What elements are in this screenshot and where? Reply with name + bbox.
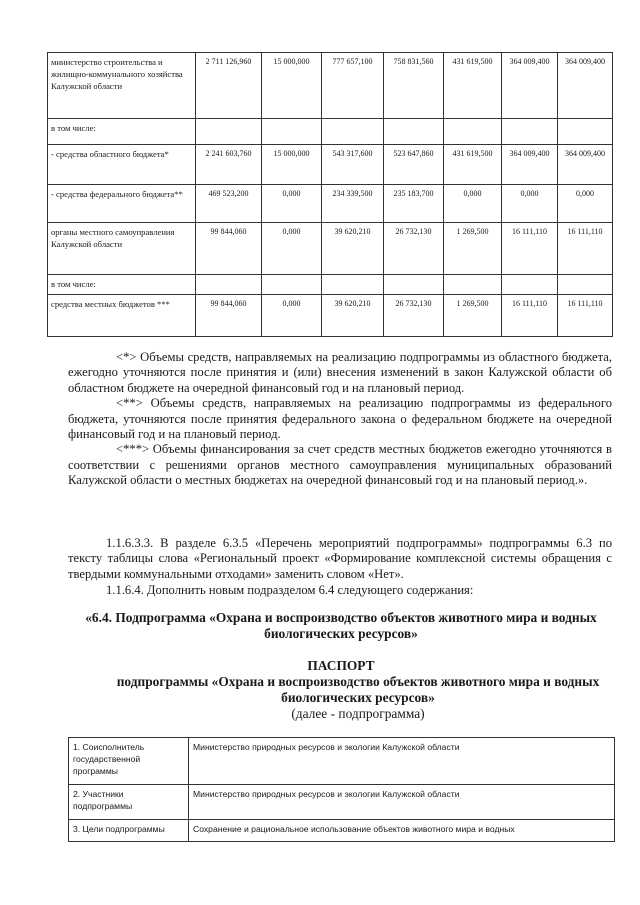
cell-value: 364 009,400 — [558, 53, 613, 119]
cell-value: 364 009,400 — [502, 53, 558, 119]
footnote-2: <**> Объемы средств, направляемых на реализацию подпрограммы из федерального бюджета, уточняются после принятия федерального закона о федеральном бюджете на очередной финансовый год и на плановый период. — [68, 396, 612, 442]
cell-value: 2 241 603,760 — [196, 145, 262, 185]
table-row — [48, 223, 613, 275]
cell-value: 99 844,060 — [196, 295, 262, 337]
cell-value: 0,000 — [262, 223, 322, 275]
row-label: в том числе: — [48, 119, 196, 145]
footnote-3: <***> Объемы финансирования за счет средств местных бюджетов ежегодно уточняются в соответствии с решениями органов местного самоуправления муниципальных образований Калужской области о местных бюджетах на очередной финансовый год и на плановый период.». — [68, 442, 612, 488]
cell-value: 0,000 — [262, 295, 322, 337]
table-row — [48, 295, 613, 337]
cell-value: 99 844,060 — [196, 223, 262, 275]
row-label: средства местных бюджетов *** — [48, 295, 196, 337]
passport-subtitle: подпрограммы «Охрана и воспроизводство объектов животного мира и водных биологических ресурсов» — [116, 674, 600, 705]
table-row — [69, 785, 615, 820]
table-row — [48, 145, 613, 185]
cell-value: 0,000 — [502, 185, 558, 223]
cell-value: 0,000 — [444, 185, 502, 223]
table-row — [69, 738, 615, 785]
cell-value: 16 111,110 — [502, 223, 558, 275]
cell-value: 469 523,200 — [196, 185, 262, 223]
cell-value: 2 711 126,960 — [196, 53, 262, 119]
cell-value: 364 009,400 — [502, 145, 558, 185]
cell-value: 16 111,110 — [558, 295, 613, 337]
cell-value: 26 732,130 — [384, 223, 444, 275]
table-row — [48, 119, 613, 145]
cell-value: 234 339,500 — [322, 185, 384, 223]
row-label: - средства федерального бюджета** — [48, 185, 196, 223]
cell-value: 16 111,110 — [558, 223, 613, 275]
table-row — [48, 53, 613, 119]
cell-value: 431 619,500 — [444, 53, 502, 119]
cell-value: 16 111,110 — [502, 295, 558, 337]
passport-value: Сохранение и рациональное использование объектов животного мира и водных — [189, 820, 615, 842]
passport-title: ПАСПОРТ — [307, 658, 375, 673]
cell-value: 235 183,700 — [384, 185, 444, 223]
cell-value: 0,000 — [558, 185, 613, 223]
passport-value: Министерство природных ресурсов и экологии Калужской области — [189, 738, 615, 785]
table-row — [69, 820, 615, 842]
passport-label: 3. Цели подпрограммы — [69, 820, 189, 842]
cell-value: 15 000,000 — [262, 145, 322, 185]
cell-value: 777 657,100 — [322, 53, 384, 119]
cell-value: 543 317,600 — [322, 145, 384, 185]
row-label: министерство строительства и жилищно-коммунального хозяйства Калужской области — [48, 53, 196, 119]
cell-value: 1 269,500 — [444, 223, 502, 275]
passport-label: 1. Соисполнитель государственной программы — [69, 738, 189, 785]
paragraph-1-1-6-4: 1.1.6.4. Дополнить новым подразделом 6.4 следующего содержания: — [106, 583, 474, 597]
row-label: в том числе: — [48, 275, 196, 295]
budget-table — [47, 52, 613, 337]
cell-value: 0,000 — [262, 185, 322, 223]
table-row — [48, 185, 613, 223]
cell-value: 39 620,210 — [322, 295, 384, 337]
passport-note: (далее - подпрограмма) — [291, 706, 425, 721]
table-row — [48, 275, 613, 295]
cell-value: 431 619,500 — [444, 145, 502, 185]
passport-table — [68, 737, 615, 842]
cell-value: 364 009,400 — [558, 145, 613, 185]
passport-value: Министерство природных ресурсов и экологии Калужской области — [189, 785, 615, 820]
cell-value: 1 269,500 — [444, 295, 502, 337]
section-heading: «6.4. Подпрограмма «Охрана и воспроизводство объектов животного мира и водных биологических ресурсов» — [85, 610, 597, 641]
paragraph-1-1-6-3-3: 1.1.6.3.3. В разделе 6.3.5 «Перечень мероприятий подпрограммы» подпрограммы 6.3 по тексту таблицы слова «Региональный проект «Формирование комплексной системы обращения с твердыми коммунальными отходами» заменить словом «Нет». — [68, 536, 612, 581]
cell-value: 26 732,130 — [384, 295, 444, 337]
passport-label: 2. Участники подпрограммы — [69, 785, 189, 820]
row-label: - средства областного бюджета* — [48, 145, 196, 185]
row-label: органы местного самоуправления Калужской области — [48, 223, 196, 275]
cell-value: 39 620,210 — [322, 223, 384, 275]
cell-value: 523 647,860 — [384, 145, 444, 185]
cell-value: 758 831,560 — [384, 53, 444, 119]
cell-value: 15 000,000 — [262, 53, 322, 119]
footnotes — [68, 350, 612, 489]
footnote-1: <*> Объемы средств, направляемых на реализацию подпрограммы из областного бюджета, ежегодно уточняются после принятия и (или) внесения изменений в закон Калужской области об областном бюджете на очередной финансовый год и на плановый период. — [68, 350, 612, 395]
